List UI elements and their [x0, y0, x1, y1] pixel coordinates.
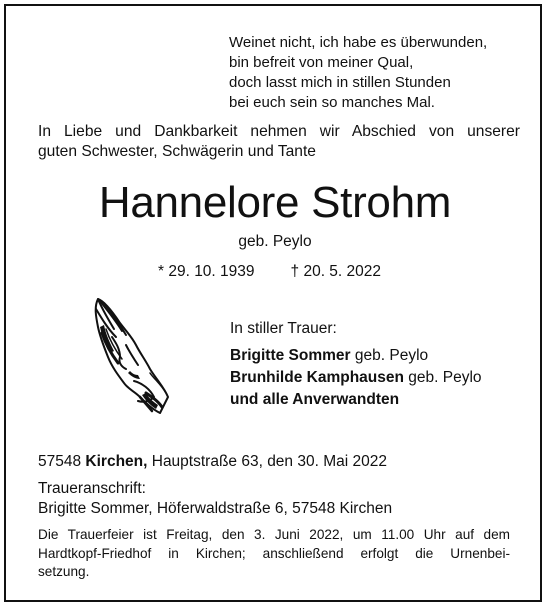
poem-line: bin befreit von meiner Qual,	[229, 54, 414, 71]
intro-text	[38, 122, 520, 162]
poem-line: bei euch sein so manches Mal.	[229, 94, 435, 111]
maiden-name: geb. Peylo	[238, 233, 312, 250]
intro-line: In Liebe und Dankbarkeit nehmen wir Abschied von unserer	[38, 123, 520, 140]
poem-line: Weinet nicht, ich habe es überwunden,	[229, 34, 488, 51]
place-and-date	[38, 452, 518, 472]
mourner-name: Brigitte Sommer	[230, 347, 351, 364]
life-dates	[158, 262, 418, 282]
poem	[229, 33, 529, 113]
deceased-name: Hannelore Strohm	[98, 178, 452, 227]
postcode: 57548	[38, 453, 86, 470]
poem-line: doch lasst mich in stillen Stunden	[229, 74, 451, 91]
praying-hands-icon	[90, 297, 170, 417]
intro-line: guten Schwester, Schwägerin und Tante	[38, 143, 316, 160]
street-and-date: Hauptstraße 63, den 30. Mai 2022	[147, 453, 387, 470]
service-info	[38, 526, 510, 582]
mourner-entry	[230, 345, 530, 367]
service-line: Hardtkopf-Friedhof in Kirchen; anschließend erfolgt die Urnenbei-	[38, 545, 510, 561]
mourner-name: Brunhilde Kamphausen	[230, 369, 404, 386]
mourner-entry	[230, 389, 530, 411]
birth-date: * 29. 10. 1939	[158, 263, 255, 280]
mourner-suffix: geb. Peylo	[403, 369, 482, 386]
service-line: Die Trauerfeier ist Freitag, den 3. Juni 2022, um 11.00 Uhr auf dem	[38, 527, 510, 542]
mourner-entry	[230, 367, 530, 389]
city: Kirchen,	[85, 453, 148, 470]
mourning-address	[38, 479, 518, 519]
mourners-heading: In stiller Trauer:	[230, 320, 337, 337]
service-line: setzung.	[38, 564, 90, 579]
mourners-block	[230, 318, 530, 411]
mourning-address-label: Traueranschrift:	[38, 480, 146, 497]
death-date: † 20. 5. 2022	[290, 263, 382, 280]
mourning-address-value: Brigitte Sommer, Höferwaldstraße 6, 57548 Kirchen	[38, 500, 393, 517]
mourner-suffix: geb. Peylo	[350, 347, 429, 364]
mourner-name: und alle Anverwandten	[230, 391, 400, 408]
